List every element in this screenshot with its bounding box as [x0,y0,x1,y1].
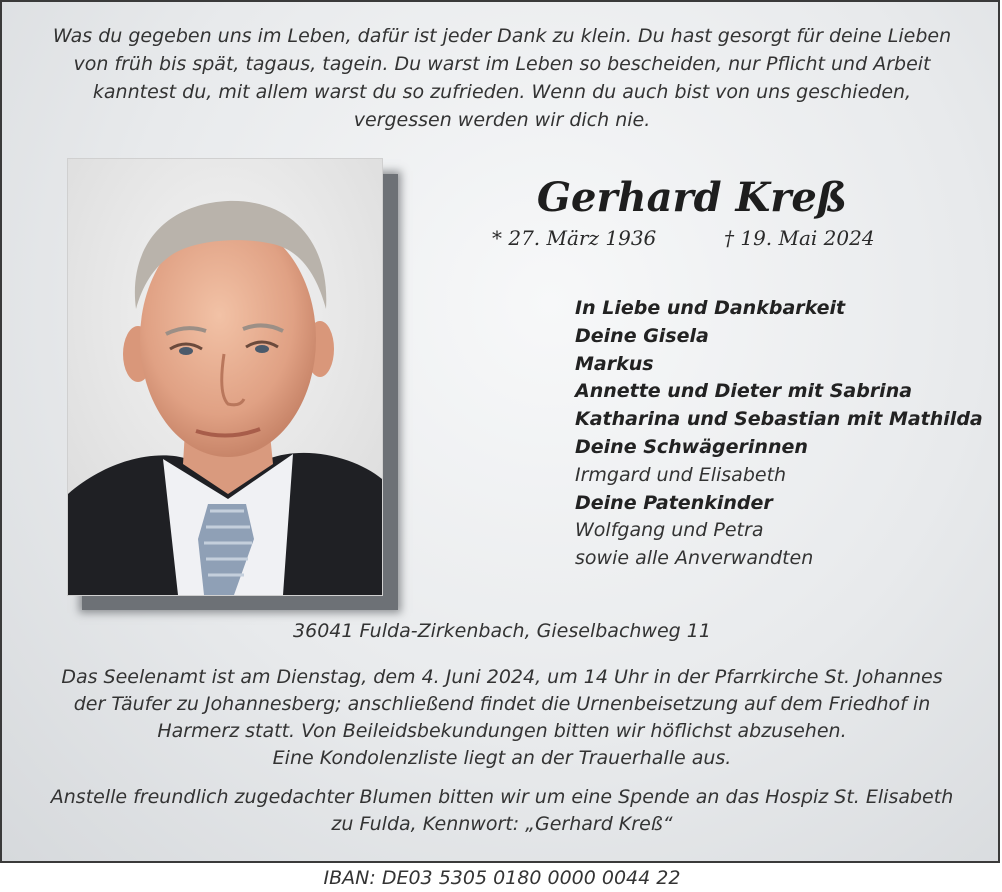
donation-iban: IBAN: DE03 5305 0180 0000 0044 22 [323,867,681,889]
verse-line: Was du gegeben uns im Leben, dafür ist jeder Dank zu klein. Du hast gesorgt für deine Lieben [52,25,952,47]
memorial-verse [42,22,962,134]
service-line: Harmerz statt. Von Beileidsbekundungen bitten wir höflichst abzusehen. [157,720,847,742]
mourner-line: In Liebe und Dankbarkeit [575,297,846,319]
service-line: Das Seelenamt ist am Dienstag, dem 4. Juni 2024, um 14 Uhr in der Pfarrkirche St. Johannes [61,666,943,688]
mourner-line: Deine Schwägerinnen [575,435,808,458]
family-address: 36041 Fulda-Zirkenbach, Gieselbachweg 11 [293,620,711,642]
verse-line: kanntest du, mit allem warst du so zufrieden. Wenn du auch bist von uns geschieden, [92,81,912,103]
mourner-line: Irmgard und Elisabeth [575,463,787,486]
deceased-name: Gerhard Kreß [536,174,848,221]
mourner-line: Annette und Dieter mit Sabrina [575,380,913,403]
mourners-list [575,295,995,573]
service-line: der Täufer zu Johannesberg; anschließend findet die Urnenbeisetzung auf dem Friedhof in [73,693,931,715]
mourner-line: sowie alle Anverwandten [575,547,814,570]
death-date: † 19. Mai 2024 [724,226,875,250]
verse-line: von früh bis spät, tagaus, tagein. Du warst im Leben so bescheiden, nur Pflicht und Arbeit [73,53,931,75]
mourner-line: Markus [575,352,654,375]
mourner-line: Deine Gisela [575,324,709,347]
verse-line: vergessen werden wir dich nie. [353,109,651,131]
mourner-line: Wolfgang und Petra [575,519,764,542]
service-info [32,664,972,772]
donation-line: Anstelle freundlich zugedachter Blumen bitten wir um eine Spende an das Hospiz St. Elisabeth [50,786,954,808]
donation-info [32,784,972,892]
service-line: Eine Kondolenzliste liegt an der Trauerhalle aus. [272,747,732,769]
donation-line-2 [32,811,972,892]
birth-date: * 27. März 1936 [492,226,657,250]
mourner-line: Deine Patenkinder [575,491,773,514]
mourner-line: Katharina und Sebastian mit Mathilda [575,408,983,431]
portrait-photo [67,158,383,596]
donation-kennwort: zu Fulda, Kennwort: „Gerhard Kreß“ [331,813,673,835]
